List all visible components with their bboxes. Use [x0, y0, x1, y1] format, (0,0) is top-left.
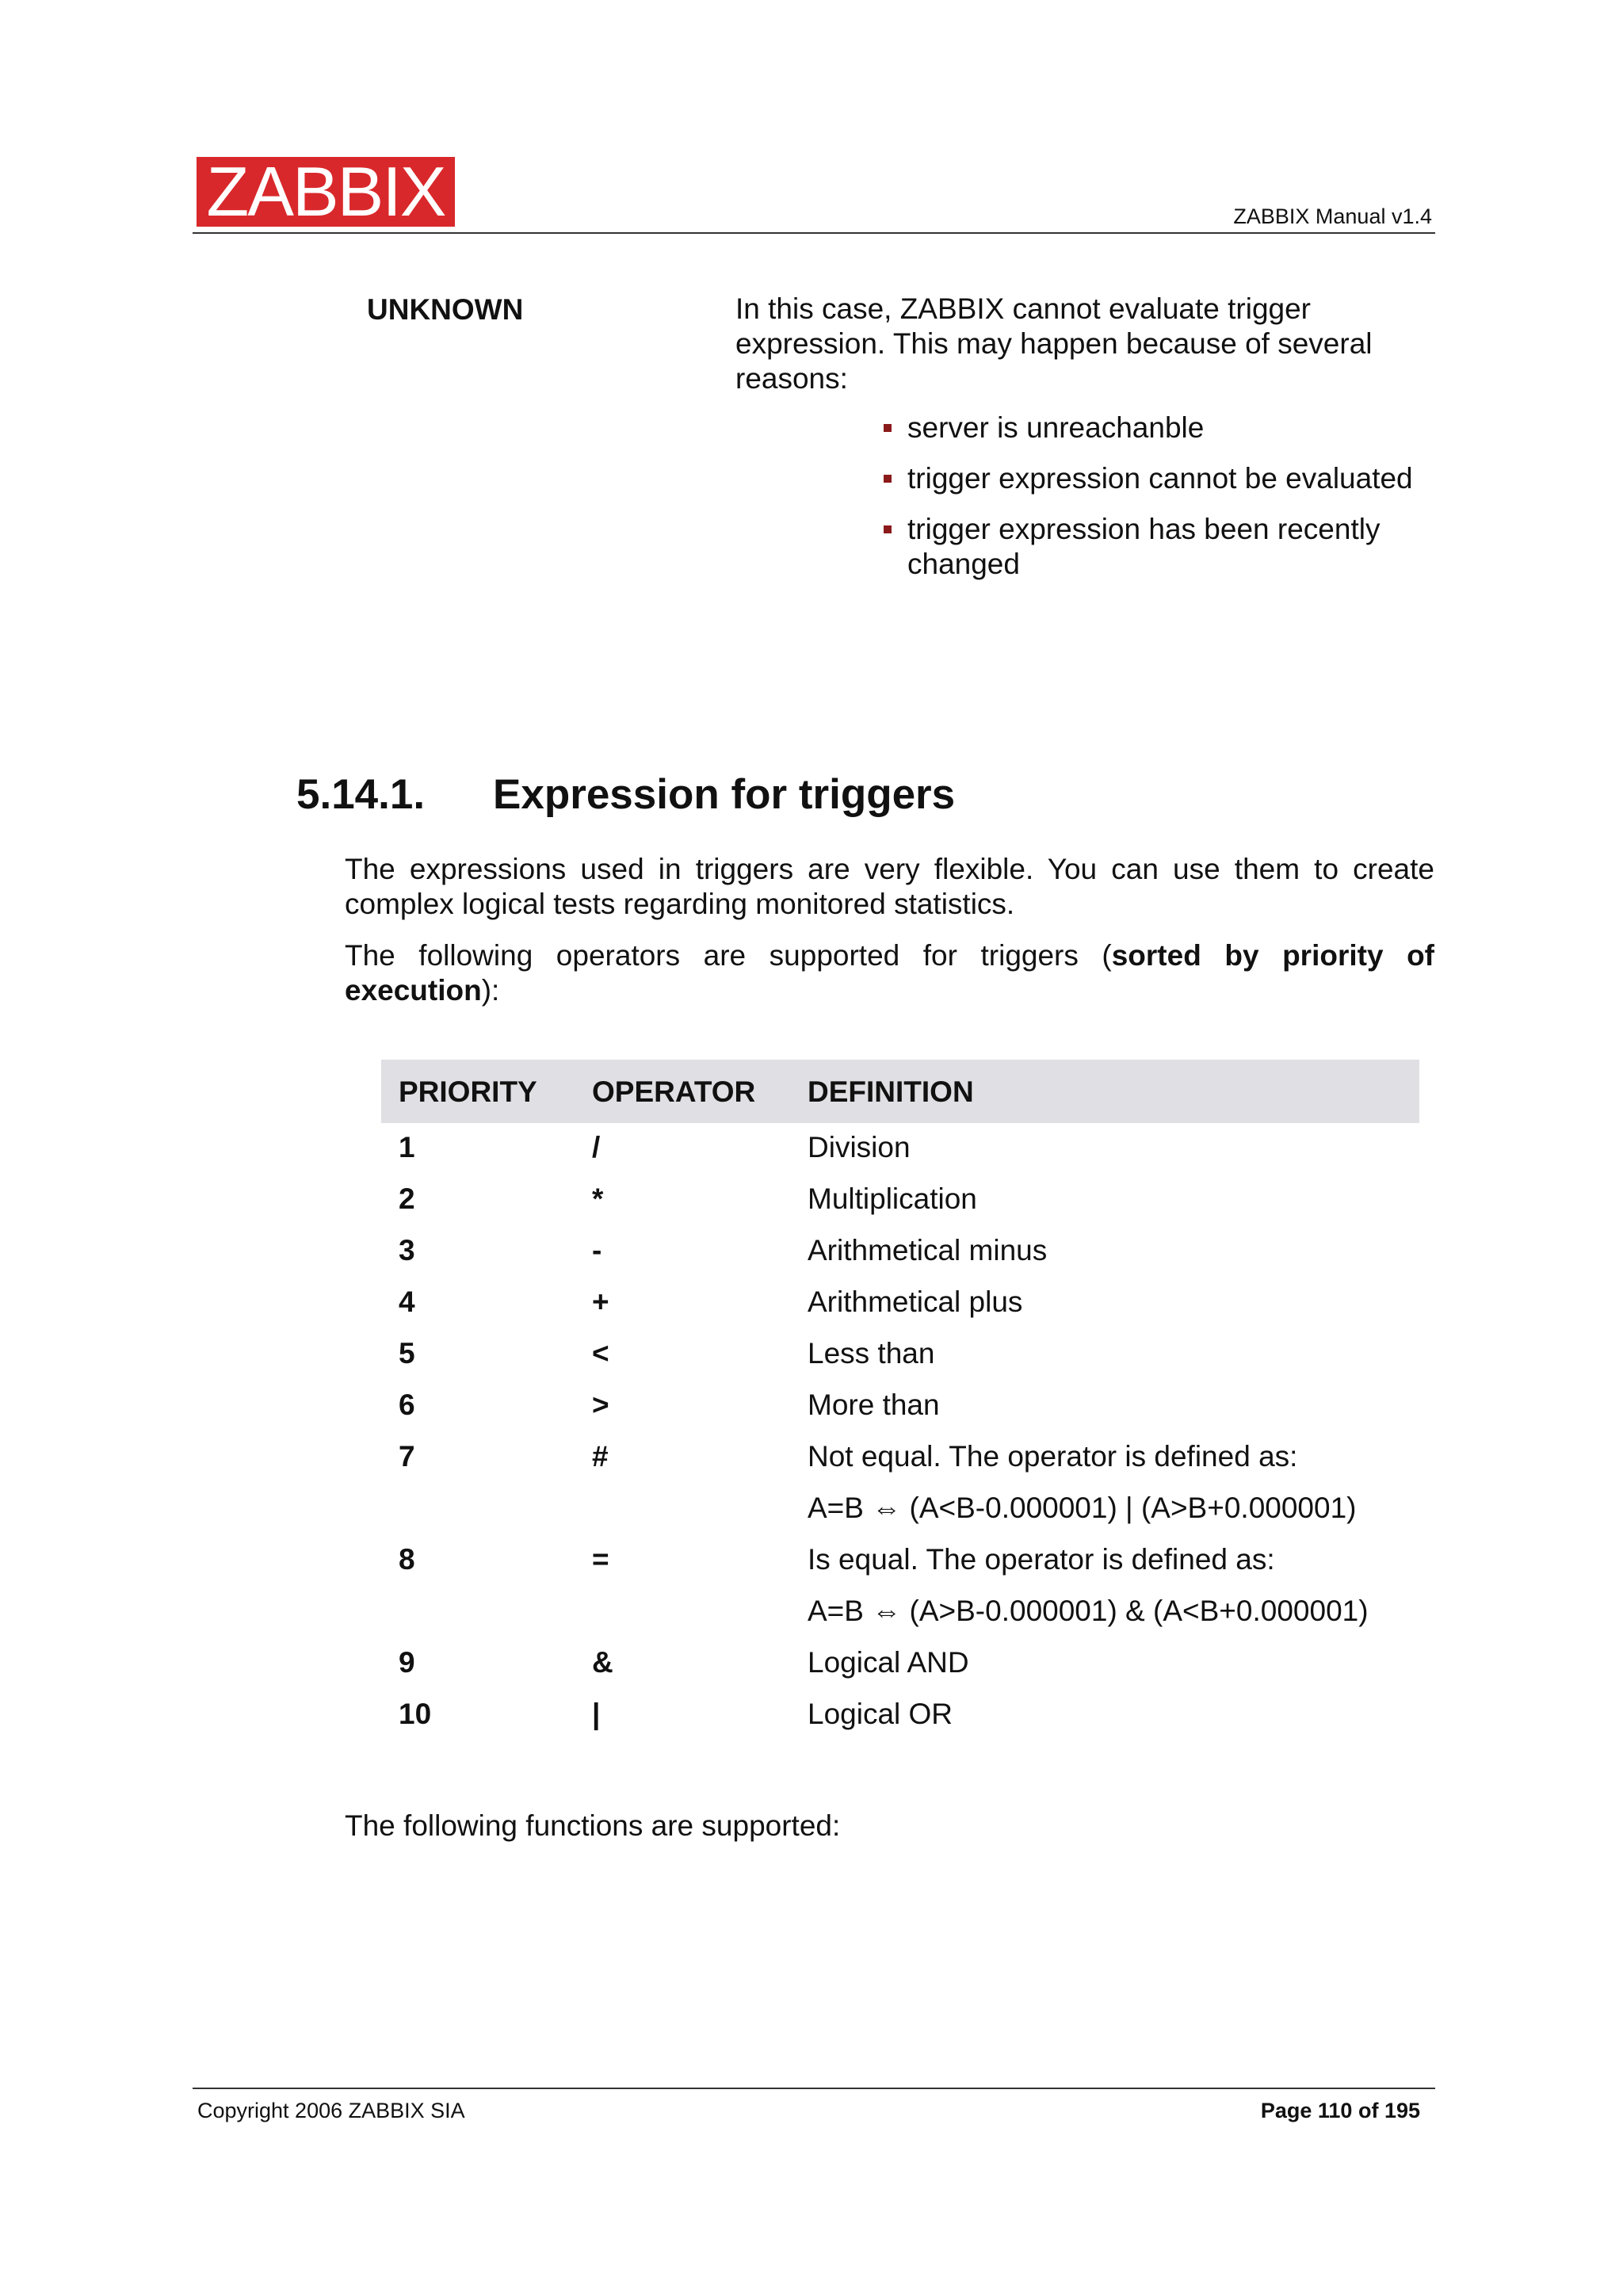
section-number: 5.14.1. [296, 771, 426, 818]
paragraph-functions: The following functions are supported: [345, 1809, 841, 1842]
unknown-definition: In this case, ZABBIX cannot evaluate trigger expression. This may happen because of several reasons: [735, 292, 1373, 395]
table-row [381, 1278, 1419, 1329]
definition-cell: Is equal. The operator is defined as: [808, 1543, 1275, 1576]
operator-cell: & [592, 1646, 613, 1679]
operator-cell: # [592, 1440, 609, 1473]
unknown-label: UNKNOWN [367, 293, 524, 326]
operator-cell: = [592, 1543, 609, 1576]
operator-cell: > [592, 1389, 609, 1421]
operator-cell: / [592, 1131, 601, 1163]
table-row [381, 1381, 1419, 1432]
table-row [381, 1175, 1419, 1226]
paragraph-operators: The following operators are supported for triggers (sorted by priority of execution): [345, 939, 1434, 1007]
priority-cell: 4 [399, 1286, 415, 1318]
definition-cell: Arithmetical minus [808, 1234, 1048, 1266]
manual-title: ZABBIX Manual v1.4 [1233, 204, 1432, 228]
definition-cell: Logical OR [808, 1698, 953, 1730]
table-row [381, 1638, 1419, 1690]
definition-cell: Division [808, 1131, 911, 1163]
table-row [381, 1329, 1419, 1381]
operator-cell: < [592, 1337, 609, 1370]
definition-cell: Less than [808, 1337, 935, 1370]
priority-cell: 8 [399, 1543, 415, 1576]
paragraph-intro: The expressions used in triggers are very flexible. You can use them to create complex logical tests regarding monitored statistics. [345, 853, 1434, 920]
footer-page-number: Page 110 of 195 [1260, 2099, 1420, 2122]
zabbix-logo: ZABBIX [197, 157, 455, 227]
table-row [381, 1690, 1419, 1741]
definition-cell: Multiplication [808, 1182, 977, 1215]
definition-cell: Logical AND [808, 1646, 969, 1679]
operators-table [381, 1060, 1419, 1741]
header-definition: DEFINITION [808, 1075, 974, 1108]
definition-cell: A=B ⇔ (A>B-0.000001) & (A<B+0.000001) [808, 1595, 1369, 1627]
unknown-reasons-list [884, 411, 1438, 598]
table-header [381, 1060, 1419, 1123]
table-row [381, 1484, 1419, 1535]
section-title: Expression for triggers [493, 771, 956, 818]
list-item: server is unreachanble [884, 411, 1438, 445]
priority-cell: 3 [399, 1234, 415, 1266]
table-row [381, 1226, 1419, 1278]
header-operator: OPERATOR [592, 1075, 756, 1108]
priority-cell: 1 [399, 1131, 415, 1163]
square-bullet-icon [884, 424, 892, 432]
operator-cell: * [592, 1182, 604, 1215]
priority-cell: 7 [399, 1440, 415, 1473]
definition-cell: Not equal. The operator is defined as: [808, 1440, 1298, 1473]
square-bullet-icon [884, 525, 892, 533]
header-priority: PRIORITY [399, 1075, 537, 1108]
footer-rule [193, 2088, 1435, 2089]
table-row [381, 1432, 1419, 1484]
table-row [381, 1123, 1419, 1175]
definition-cell: Arithmetical plus [808, 1286, 1023, 1318]
footer-copyright: Copyright 2006 ZABBIX SIA [197, 2099, 465, 2122]
operator-cell: | [592, 1698, 601, 1730]
list-item: trigger expression cannot be evaluated [884, 461, 1438, 496]
operator-cell: + [592, 1286, 609, 1318]
priority-cell: 2 [399, 1182, 415, 1215]
list-item: trigger expression has been recently changed [884, 512, 1438, 582]
priority-cell: 5 [399, 1337, 415, 1370]
table-body [381, 1123, 1419, 1741]
definition-cell: More than [808, 1389, 940, 1421]
priority-cell: 10 [399, 1698, 432, 1730]
table-row [381, 1535, 1419, 1587]
header-rule [193, 232, 1435, 234]
priority-cell: 9 [399, 1646, 415, 1679]
priority-cell: 6 [399, 1389, 415, 1421]
square-bullet-icon [884, 475, 892, 483]
table-row [381, 1587, 1419, 1638]
operator-cell: - [592, 1234, 602, 1266]
definition-cell: A=B ⇔ (A<B-0.000001) | (A>B+0.000001) [808, 1492, 1357, 1524]
